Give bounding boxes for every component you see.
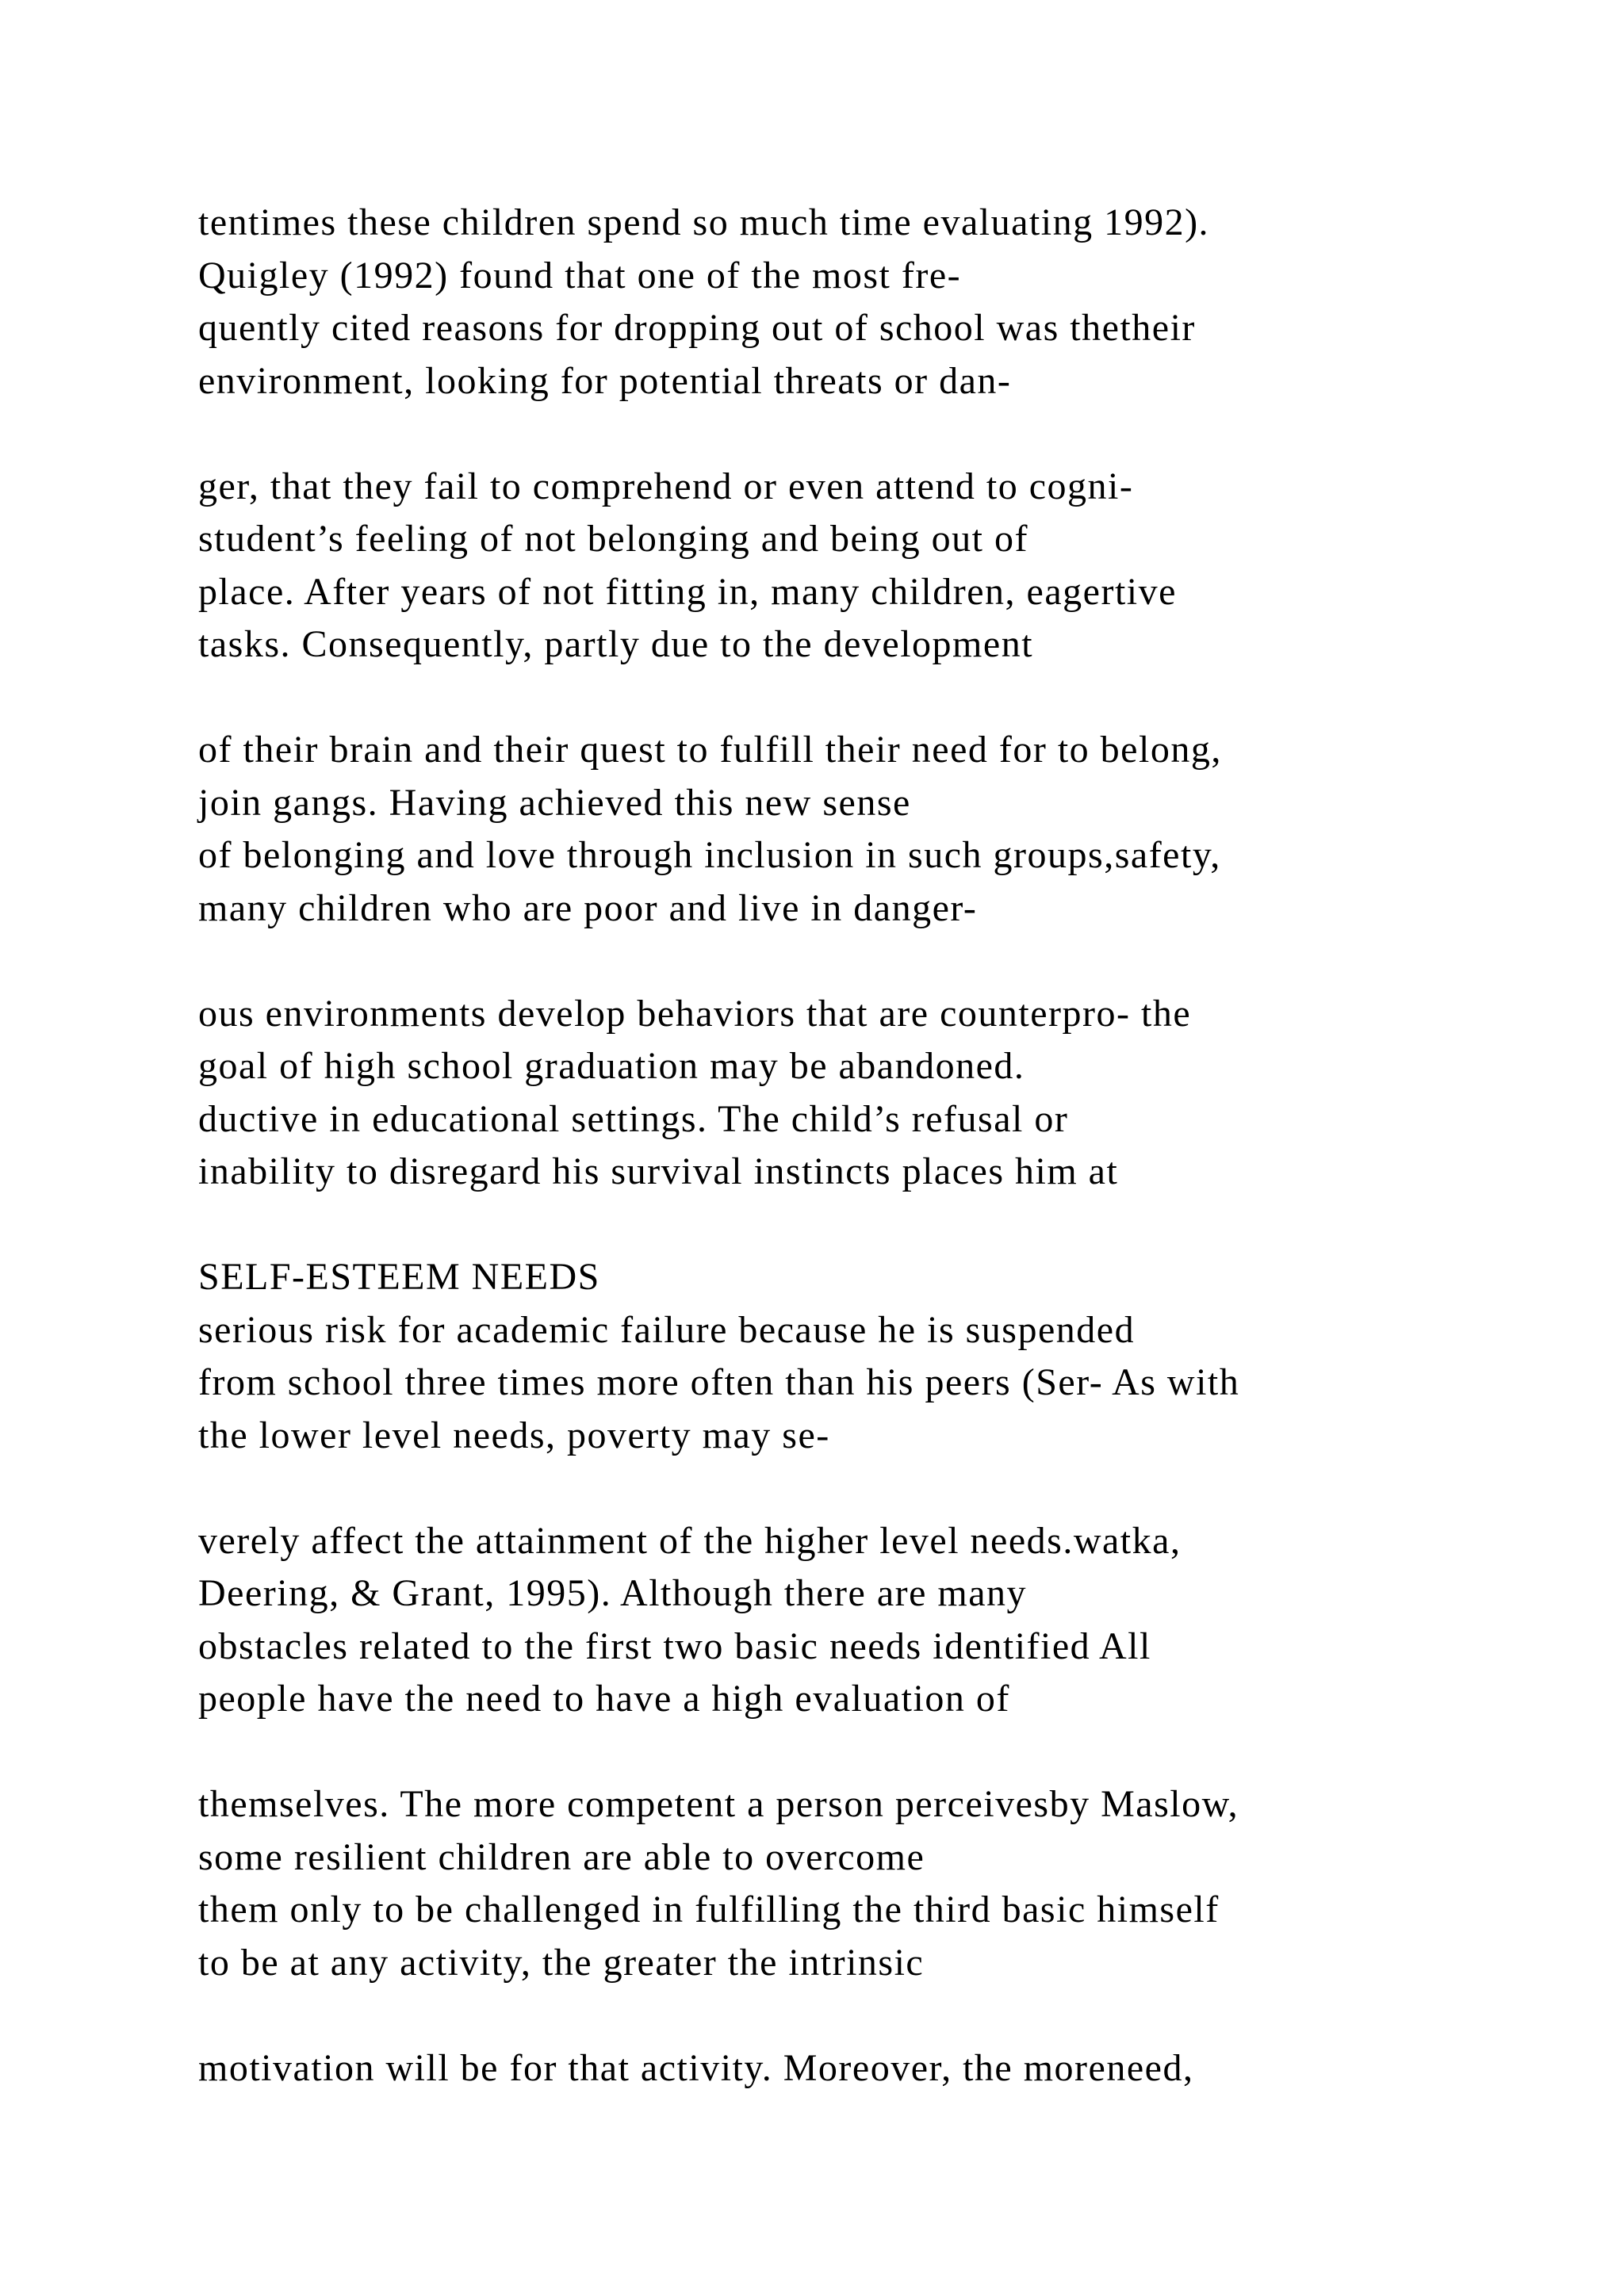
- text-line: place. After years of not fitting in, many children, eagertive: [198, 570, 1177, 613]
- text-line: environment, looking for potential threats or dan-: [198, 359, 1012, 402]
- paragraph-5: [198, 1251, 1499, 1462]
- text-line: the lower level needs, poverty may se-: [198, 1414, 830, 1456]
- paragraph-gap: [198, 408, 1499, 461]
- text-line: them only to be challenged in fulfilling the third basic himself: [198, 1888, 1220, 1931]
- paragraph-3: [198, 724, 1499, 935]
- text-line: ductive in educational settings. The child’s refusal or: [198, 1097, 1069, 1140]
- paragraph-2: [198, 461, 1499, 672]
- text-line: Deering, & Grant, 1995). Although there are many: [198, 1572, 1028, 1614]
- text-line: people have the need to have a high evaluation of: [198, 1678, 1010, 1720]
- text-line: some resilient children are able to overcome: [198, 1835, 925, 1878]
- paragraph-gap: [198, 1462, 1499, 1515]
- text-line: of belonging and love through inclusion in such groups,safety,: [198, 834, 1221, 876]
- paragraph-4: [198, 988, 1499, 1199]
- text-line: obstacles related to the first two basic needs identified All: [198, 1624, 1151, 1667]
- text-line: join gangs. Having achieved this new sense: [198, 781, 911, 824]
- text-line: quently cited reasons for dropping out of school was thetheir: [198, 307, 1196, 349]
- text-line: themselves. The more competent a person perceivesby Maslow,: [198, 1783, 1239, 1825]
- text-line: to be at any activity, the greater the intrinsic: [198, 1941, 925, 1984]
- paragraph-gap: [198, 672, 1499, 725]
- text-line: of their brain and their quest to fulfill their need for to belong,: [198, 729, 1222, 771]
- text-line: motivation will be for that activity. Moreover, the moreneed,: [198, 2046, 1194, 2089]
- body-text: [198, 197, 1499, 2095]
- text-line: ous environments develop behaviors that are counterpro- the: [198, 992, 1192, 1035]
- text-line: many children who are poor and live in danger-: [198, 886, 978, 929]
- paragraph-gap: [198, 1989, 1499, 2042]
- text-line: inability to disregard his survival instincts places him at: [198, 1150, 1119, 1192]
- text-line: tasks. Consequently, partly due to the development: [198, 623, 1034, 665]
- text-line: ger, that they fail to comprehend or even attend to cogni-: [198, 465, 1134, 507]
- text-line: Quigley (1992) found that one of the most fre-: [198, 254, 962, 297]
- text-line: student’s feeling of not belonging and being out of: [198, 518, 1028, 560]
- paragraph-gap: [198, 1726, 1499, 1779]
- text-line: goal of high school graduation may be abandoned.: [198, 1045, 1025, 1087]
- paragraph-gap: [198, 1199, 1499, 1252]
- paragraph-7: [198, 1778, 1499, 1989]
- text-line: verely affect the attainment of the higher level needs.watka,: [198, 1519, 1182, 1562]
- paragraph-gap: [198, 935, 1499, 988]
- text-line: serious risk for academic failure because he is suspended: [198, 1308, 1136, 1351]
- paragraph-1: [198, 197, 1499, 408]
- text-line: tentimes these children spend so much time evaluating 1992).: [198, 201, 1210, 243]
- text-line: from school three times more often than his peers (Ser- As with: [198, 1361, 1240, 1403]
- paragraph-8: [198, 2042, 1499, 2095]
- section-heading: SELF-ESTEEM NEEDS: [198, 1256, 600, 1298]
- paragraph-6: [198, 1515, 1499, 1726]
